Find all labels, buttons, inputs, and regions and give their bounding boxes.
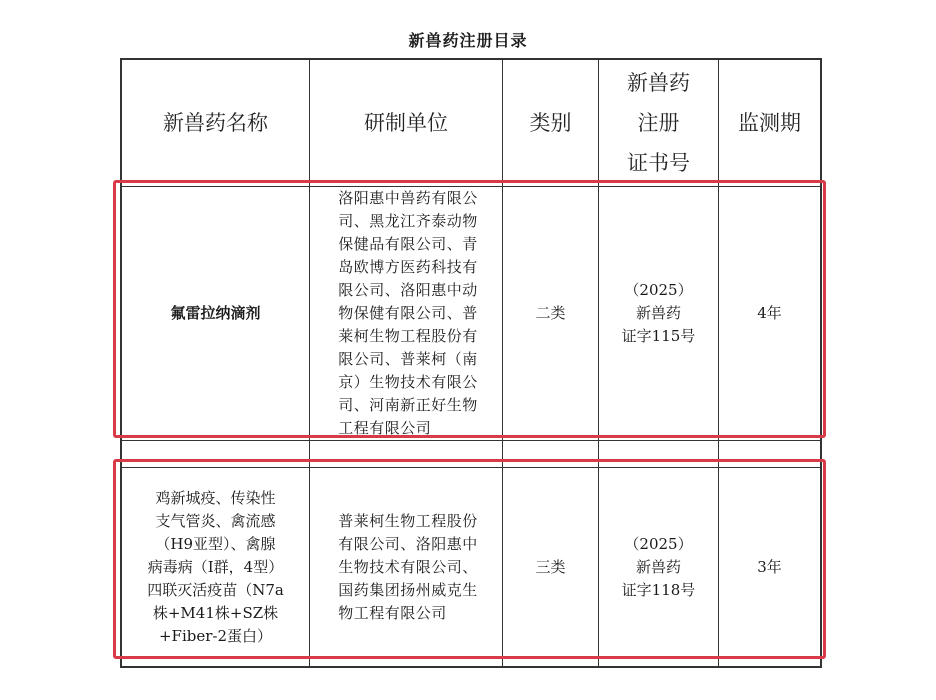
monitoring-period-cell: 3年 xyxy=(757,557,782,576)
category-cell: 三类 xyxy=(503,468,599,666)
cert-number-cell xyxy=(599,187,719,440)
spacer-cell xyxy=(599,441,719,467)
developer-line: 工程有限公司 xyxy=(338,419,432,437)
drug-name-cell xyxy=(122,187,310,440)
header-cert-line: 新兽药 xyxy=(627,71,690,95)
cert-line: 新兽药 xyxy=(635,304,681,322)
header-cert-line: 注册 xyxy=(637,111,680,135)
row-spacer xyxy=(120,441,822,467)
cert-line: 证字118号 xyxy=(621,580,696,599)
drug-name-line: +Fiber-2蛋白） xyxy=(158,626,273,645)
developer-line: 司、河南新正好生物 xyxy=(338,396,478,414)
table-row xyxy=(120,187,822,441)
developer-line: 普莱柯生物工程股份 xyxy=(338,511,478,530)
header-category: 类别 xyxy=(503,60,599,186)
developer-line: 国药集团扬州威克生 xyxy=(338,580,478,599)
drug-name: 氟雷拉纳滴剂 xyxy=(170,304,261,322)
table-header-row xyxy=(120,58,822,187)
developer-cell xyxy=(310,187,503,440)
developer-line: 保健品有限公司、青 xyxy=(338,235,478,253)
developer-line: 限公司、普莱柯（南 xyxy=(338,350,478,368)
drug-name-line: 四联灭活疫苗（N7a xyxy=(147,580,284,599)
header-cert-line: 证书号 xyxy=(627,151,690,175)
registry-table xyxy=(120,58,822,668)
cert-number-cell xyxy=(599,468,719,666)
developer-line: 岛欧博方医药科技有 xyxy=(338,258,478,276)
cert-line: （2025） xyxy=(624,281,693,299)
cert-line: （2025） xyxy=(624,534,693,553)
developer-cell xyxy=(310,468,503,666)
developer-line: 有限公司、洛阳惠中 xyxy=(338,534,478,553)
cert-line: 新兽药 xyxy=(635,557,681,576)
developer-line: 生物技术有限公司、 xyxy=(338,557,478,576)
drug-name-line: 鸡新城疫、传染性 xyxy=(155,488,276,507)
developer-line: 司、黑龙江齐泰动物 xyxy=(338,212,478,230)
developer-line: 京）生物技术有限公 xyxy=(338,373,478,391)
cert-line: 证字115号 xyxy=(621,327,696,345)
header-unit: 研制单位 xyxy=(310,60,503,186)
drug-name-line: 株+M41株+SZ株 xyxy=(152,603,279,622)
developer-line: 物保健有限公司、普 xyxy=(338,304,478,322)
drug-name-cell xyxy=(122,468,310,666)
drug-name-line: 病毒病（I群，4型） xyxy=(147,557,284,576)
spacer-cell xyxy=(122,441,310,467)
spacer-cell xyxy=(719,441,820,467)
header-cert xyxy=(599,60,719,186)
header-name: 新兽药名称 xyxy=(122,60,310,186)
developer-line: 限公司、洛阳惠中动 xyxy=(338,281,478,299)
drug-name-line: （H9亚型）、禽腺 xyxy=(155,534,276,553)
drug-name-line: 支气管炎、禽流感 xyxy=(155,511,276,530)
spacer-cell xyxy=(503,441,599,467)
developer-line: 洛阳惠中兽药有限公 xyxy=(338,189,478,207)
category-cell: 二类 xyxy=(503,187,599,440)
spacer-cell xyxy=(310,441,503,467)
header-period: 监测期 xyxy=(738,111,801,135)
page-title: 新兽药注册目录 xyxy=(408,31,528,50)
table-row xyxy=(120,467,822,668)
developer-line: 莱柯生物工程股份有 xyxy=(338,327,478,345)
monitoring-period-cell: 4年 xyxy=(757,304,782,322)
developer-line: 物工程有限公司 xyxy=(338,603,447,622)
